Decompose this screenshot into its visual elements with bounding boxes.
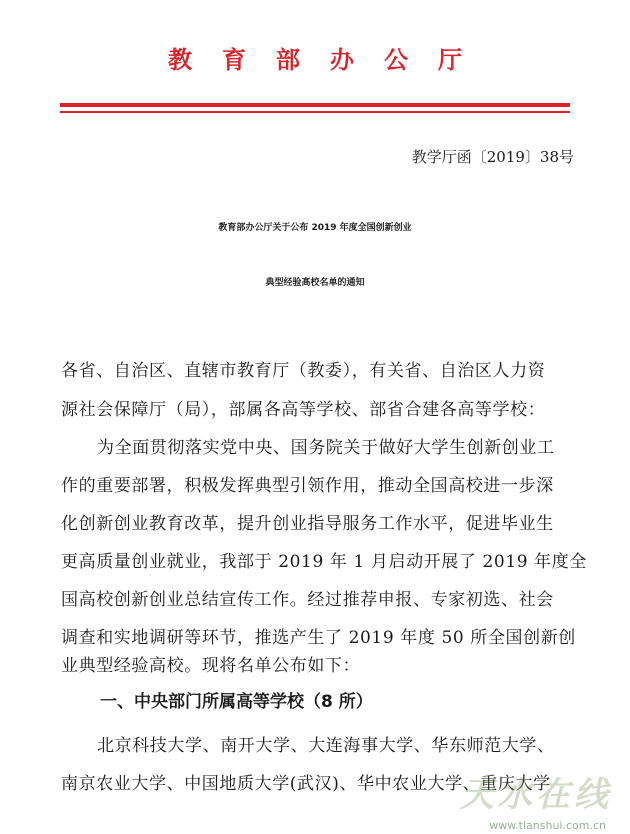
watermark-url: www.tianshui.com.cn	[489, 819, 606, 832]
university-list-line-2: 南京农业大学、中国地质大学(武汉)、华中农业大学、重庆大学	[61, 774, 551, 794]
section-heading-central-universities: 一、中央部门所属高等学校（8 所）	[100, 692, 373, 712]
salutation-line-1: 各省、自治区、直辖市教育厅（教委），有关省、自治区人力资	[61, 361, 546, 381]
document-title-line-2: 典型经验高校名单的通知	[265, 278, 365, 288]
letterhead-rule-thin	[60, 111, 570, 113]
document-number: 教学厅函〔2019〕38号	[411, 148, 574, 166]
university-list-line-1: 北京科技大学、南开大学、大连海事大学、华东师范大学、	[97, 736, 555, 756]
body-paragraph-line: 业典型经验高校。现将名单公布如下：	[61, 656, 361, 676]
watermark-logo: 天水在线	[460, 775, 612, 815]
body-paragraph-line: 作的重要部署，积极发挥典型引领作用，推动全国高校进一步深	[61, 476, 554, 496]
body-paragraph-line: 为全面贯彻落实党中央、国务院关于做好大学生创新创业工	[97, 438, 555, 458]
letterhead-org-name: 教育部办公厅	[168, 45, 492, 74]
salutation-line-2: 源社会保障厅（局），部属各高等学校、部省合建各高等学校：	[61, 400, 546, 420]
letterhead-rule-thick	[60, 103, 570, 107]
body-paragraph-line: 更高质量创业就业，我部于 2019 年 1 月启动开展了 2019 年度全	[61, 552, 587, 572]
body-paragraph-line: 调查和实地调研等环节，推选产生了 2019 年度 50 所全国创新创	[61, 628, 576, 648]
body-paragraph-line: 化创新创业教育改革，提升创业指导服务工作水平，促进毕业生	[61, 514, 554, 534]
document-title-line-1: 教育部办公厅关于公布 2019 年度全国创新创业	[218, 223, 412, 233]
body-paragraph-line: 国高校创新创业总结宣传工作。经过推荐申报、专家初选、社会	[61, 590, 554, 610]
